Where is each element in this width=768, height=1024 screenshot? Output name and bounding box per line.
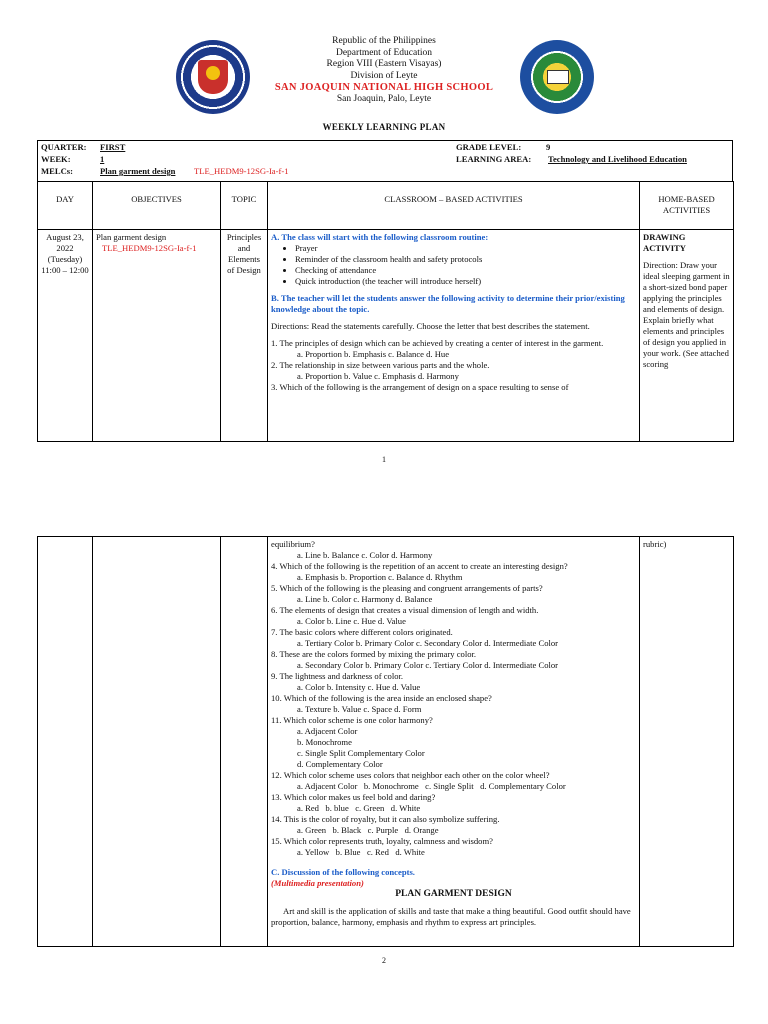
letterhead-line: Division of Leyte <box>350 70 418 81</box>
question-options: a. Proportion b. Value c. Emphasis d. Harmony <box>297 371 459 381</box>
question: 4. Which of the following is the repetition of an accent to create an interesting design? <box>271 561 568 571</box>
home-text: Direction: Draw your ideal sleeping garment in a short-sized bond paper applying the principles and elements of design. Explain briefly what elements and principles of design you applied in your work. (See attached scoring <box>643 260 730 369</box>
question-options: a. Tertiary Color b. Primary Color c. Secondary Color d. Intermediate Color <box>297 638 559 648</box>
question: 15. Which color represents truth, loyalty, calmness and wisdom? <box>271 836 493 846</box>
paragraph: Art and skill is the application of skills and taste that make a thing beautiful. Good outfit should have proportion, balance, harmony, emphasis and rhythm to express art principles. <box>271 906 631 927</box>
lesson-table-continued <box>37 536 734 947</box>
letterhead <box>200 36 568 105</box>
col-objectives: OBJECTIVES <box>93 182 221 230</box>
table-row <box>38 230 734 442</box>
question: 11. Which color scheme is one color harmony? <box>271 715 433 725</box>
question-option: b. Monochrome <box>297 737 352 747</box>
list-item: • Reminder of the classroom health and safety protocols <box>295 254 636 265</box>
grade-value: 9 <box>546 142 551 152</box>
question-options: a. Green b. Black c. Purple d. Orange <box>297 825 439 835</box>
home-cell <box>640 230 734 442</box>
question-options: a. Adjacent Color b. Monochrome c. Single Split d. Complementary Color <box>297 781 566 791</box>
list-item: • Checking of attendance <box>295 265 636 276</box>
melcs-code: TLE_HEDM9-12SG-Ia-f-1 <box>194 166 289 176</box>
week-value: 1 <box>100 154 105 164</box>
lesson-table <box>37 181 734 442</box>
topic-cell <box>221 537 268 947</box>
section-c-heading: C. Discussion of the following concepts. <box>271 867 415 877</box>
page-gap <box>0 470 768 530</box>
question: 6. The elements of design that creates a visual dimension of length and width. <box>271 605 539 615</box>
melcs-label: MELCs: <box>41 166 73 176</box>
day-cell <box>38 537 93 947</box>
letterhead-line: Department of Education <box>335 47 433 58</box>
question-option: a. Adjacent Color <box>297 726 358 736</box>
question: 14. This is the color of royalty, but it can also symbolize suffering. <box>271 814 500 824</box>
question: 3. Which of the following is the arrangement of design on a space resulting to sense of <box>271 382 569 392</box>
question-options: a. Line b. Color c. Harmony d. Balance <box>297 594 433 604</box>
question: 12. Which color scheme uses colors that neighbor each other on the color wheel? <box>271 770 550 780</box>
classroom-cell <box>268 230 640 442</box>
directions: Directions: Read the statements carefully. Choose the letter that best describes the statement. <box>271 321 590 331</box>
question: 5. Which of the following is the pleasing and congruent arrangements of parts? <box>271 583 543 593</box>
question-options: a. Line b. Balance c. Color d. Harmony <box>297 550 433 560</box>
objective-code: TLE_HEDM9-12SG-Ia-f-1 <box>102 243 197 253</box>
melcs-value: Plan garment design <box>100 166 176 176</box>
question: 13. Which color makes us feel bold and daring? <box>271 792 436 802</box>
question-options: a. Proportion b. Emphasis c. Balance d. Hue <box>297 349 450 359</box>
classroom-cell <box>268 537 640 947</box>
meta-box <box>37 140 733 182</box>
list-item: • Prayer <box>295 243 636 254</box>
question: 7. The basic colors where different colors originated. <box>271 627 453 637</box>
question-options: a. Emphasis b. Proportion c. Balance d. Rhythm <box>297 572 463 582</box>
section-b-heading: B. The teacher will let the students answer the following activity to determine their prior/existing knowledge about the topic. <box>271 293 625 314</box>
col-classroom: CLASSROOM – BASED ACTIVITIES <box>268 182 640 230</box>
page-2 <box>0 530 768 1024</box>
document-title: WEEKLY LEARNING PLAN <box>322 122 446 132</box>
day-cell: August 23, 2022 (Tuesday) 11:00 – 12:00 <box>38 230 93 442</box>
objective-cell <box>93 230 221 442</box>
home-text-continued: rubric) <box>643 539 667 549</box>
col-home: HOME-BASED ACTIVITIES <box>640 182 734 230</box>
objective-cell <box>93 537 221 947</box>
question: 10. Which of the following is the area inside an enclosed shape? <box>271 693 492 703</box>
page-number: 2 <box>382 956 386 965</box>
question-option: d. Complementary Color <box>297 759 383 769</box>
question-option: c. Single Split Complementary Color <box>297 748 425 758</box>
question-options: a. Color b. Intensity c. Hue d. Value <box>297 682 421 692</box>
question-continued: equilibrium? <box>271 539 315 549</box>
letterhead-line: Republic of the Philippines <box>332 36 436 46</box>
school-name: SAN JOAQUIN NATIONAL HIGH SCHOOL <box>274 82 494 93</box>
area-value: Technology and Livelihood Education <box>548 154 687 164</box>
question: 9. The lightness and darkness of color. <box>271 671 404 681</box>
topic-cell: Principles and Elements of Design <box>221 230 268 442</box>
page-number: 1 <box>382 455 386 464</box>
letterhead-line: Region VIII (Eastern Visayas) <box>326 59 442 69</box>
area-label: LEARNING AREA: <box>456 154 532 164</box>
routine-list <box>271 243 636 287</box>
section-a-heading: A. The class will start with the following classroom routine: <box>271 232 489 242</box>
col-topic: TOPIC <box>221 182 268 230</box>
question-options: a. Color b. Line c. Hue d. Value <box>297 616 406 626</box>
question-options: a. Red b. blue c. Green d. White <box>297 803 421 813</box>
question-options: a. Secondary Color b. Primary Color c. Tertiary Color d. Intermediate Color <box>297 660 559 670</box>
question-options: a. Yellow b. Blue c. Red d. White <box>297 847 425 857</box>
page-1 <box>0 0 768 470</box>
table-row <box>38 537 734 947</box>
home-title: DRAWING ACTIVITY <box>643 232 686 253</box>
question: 1. The principles of design which can be achieved by creating a center of interest in the garment. <box>271 338 604 348</box>
list-item: • Quick introduction (the teacher will introduce herself) <box>295 276 636 287</box>
week-label: WEEK: <box>41 154 71 164</box>
section-title: PLAN GARMENT DESIGN <box>395 889 512 899</box>
question: 8. These are the colors formed by mixing the primary color. <box>271 649 477 659</box>
question: 2. The relationship in size between various parts and the whole. <box>271 360 490 370</box>
col-day: DAY <box>38 182 93 230</box>
grade-label: GRADE LEVEL: <box>456 142 522 152</box>
school-address: San Joaquin, Palo, Leyte <box>336 93 432 104</box>
section-c-subheading: (Multimedia presentation) <box>271 878 364 888</box>
home-cell <box>640 537 734 947</box>
quarter-label: QUARTER: <box>41 142 87 152</box>
question-options: a. Texture b. Value c. Space d. Form <box>297 704 422 714</box>
objective-text: Plan garment design <box>96 232 167 242</box>
header-row <box>38 182 734 230</box>
quarter-value: FIRST <box>100 142 126 152</box>
